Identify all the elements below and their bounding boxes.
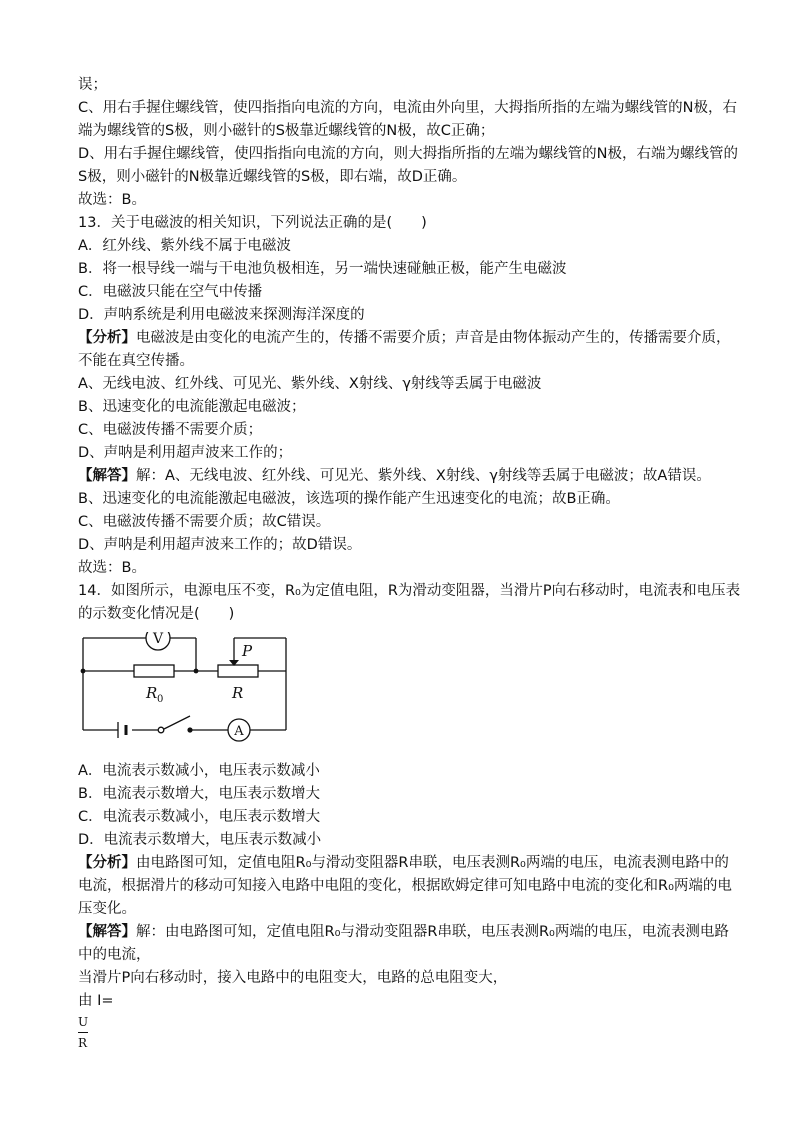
fraction-numerator: U bbox=[78, 1015, 89, 1029]
text-line: 故选：B。 bbox=[78, 560, 146, 576]
text-line: C、用右手握住螺线管，使四指指向电流的方向，电流由外向里，大拇指所指的左端为螺线管的N极，右 bbox=[78, 100, 737, 116]
solution-tag: 【解答】 bbox=[78, 468, 136, 484]
fraction-bar bbox=[78, 1032, 88, 1033]
text-line: 端为螺线管的S极，则小磁针的S极靠近螺线管的N极，故C正确； bbox=[78, 123, 495, 139]
text-line: 不能在真空传播。 bbox=[78, 353, 194, 369]
question-13-option-a: A．红外线、紫外线不属于电磁波 bbox=[78, 238, 291, 254]
voltmeter-label: V bbox=[152, 632, 164, 647]
text-line: 误； bbox=[78, 77, 107, 93]
text-line: A、无线电波、红外线、可见光、紫外线、X射线、γ射线等丢属于电磁波 bbox=[78, 376, 542, 392]
text-line: 故选：B。 bbox=[78, 192, 146, 208]
question-14-stem: 14．如图所示，电源电压不变，R₀为定值电阻，R为滑动变阻器，当滑片P向右移动时，电流表和电压表 bbox=[78, 583, 741, 599]
document-page bbox=[78, 74, 741, 1052]
text-line: 电流，根据滑片的移动可知接入电路中电阻的变化，根据欧姆定律可知电路中电流的变化和R₀两端的电 bbox=[78, 878, 732, 894]
solution-text: 解：由电路图可知，定值电阻R₀与滑动变阻器R串联，电压表测R₀两端的电压，电流表测电路 bbox=[136, 924, 729, 940]
text-line: D、声呐是利用超声波来工作的；故D错误。 bbox=[78, 537, 362, 553]
question-14-option-b: B．电流表示数增大，电压表示数增大 bbox=[78, 786, 320, 802]
analysis-paragraph bbox=[78, 852, 728, 875]
solution-tag: 【解答】 bbox=[78, 924, 136, 940]
text-line: D、用右手握住螺线管，使四指指向电流的方向，则大拇指所指的左端为螺线管的N极，右端为螺线管的 bbox=[78, 146, 739, 162]
question-14-option-c: C．电流表示数减小，电压表示数增大 bbox=[78, 809, 321, 825]
analysis-tag: 【分析】 bbox=[78, 855, 136, 871]
question-13-option-d: D．声呐系统是利用电磁波来探测海洋深度的 bbox=[78, 307, 365, 323]
ammeter-label: A bbox=[234, 724, 244, 739]
question-14-option-d: D．电流表示数增大，电压表示数减小 bbox=[78, 832, 322, 848]
analysis-text: 由电路图可知，定值电阻R₀与滑动变阻器R串联，电压表测R₀两端的电压，电流表测电路中的 bbox=[136, 855, 729, 871]
analysis-text: 电磁波是由变化的电流产生的，传播不需要介质；声音是由物体振动产生的，传播需要介质， bbox=[136, 330, 731, 346]
question-13-option-c: C．电磁波只能在空气中传播 bbox=[78, 284, 263, 300]
r0-label: R bbox=[146, 684, 158, 702]
question-13-stem: 13．关于电磁波的相关知识，下列说法正确的是( ) bbox=[78, 215, 427, 231]
ohms-law-fraction bbox=[78, 1013, 728, 1052]
text-line: C、电磁波传播不需要介质； bbox=[78, 422, 263, 438]
text-line: B、迅速变化的电流能激起电磁波； bbox=[78, 399, 306, 415]
text-line: 压变化。 bbox=[78, 901, 136, 917]
text-line: C、电磁波传播不需要介质；故C错误。 bbox=[78, 514, 331, 530]
analysis-paragraph bbox=[78, 327, 731, 350]
question-14-option-a: A．电流表示数减小，电压表示数减小 bbox=[78, 763, 320, 779]
question-14-stem-cont: 的示数变化情况是( ) bbox=[78, 606, 235, 622]
fraction-denominator: R bbox=[78, 1036, 88, 1050]
analysis-tag: 【分析】 bbox=[78, 330, 136, 346]
r-label: R bbox=[232, 684, 244, 702]
solution-paragraph bbox=[78, 921, 728, 944]
circuit-diagram bbox=[78, 632, 298, 750]
p-label: P bbox=[242, 642, 253, 660]
formula-intro: 由 I= bbox=[78, 993, 114, 1009]
question-13-option-b: B．将一根导线一端与干电池负极相连，另一端快速碰触正极，能产生电磁波 bbox=[78, 261, 567, 277]
text-line: D、声呐是利用超声波来工作的； bbox=[78, 445, 293, 461]
r0-subscript: 0 bbox=[157, 694, 164, 705]
solution-paragraph bbox=[78, 465, 728, 488]
text-line: 当滑片P向右移动时，接入电路中的电阻变大，电路的总电阻变大， bbox=[78, 970, 508, 986]
text-line: 中的电流， bbox=[78, 947, 151, 963]
text-line: S极，则小磁针的N极靠近螺线管的S极，即右端，故D正确。 bbox=[78, 169, 467, 185]
solution-text: 解：A、无线电波、红外线、可见光、紫外线、X射线、γ射线等丢属于电磁波；故A错误。 bbox=[136, 468, 711, 484]
text-line: B、迅速变化的电流能激起电磁波，该选项的操作能产生迅速变化的电流；故B正确。 bbox=[78, 491, 620, 507]
